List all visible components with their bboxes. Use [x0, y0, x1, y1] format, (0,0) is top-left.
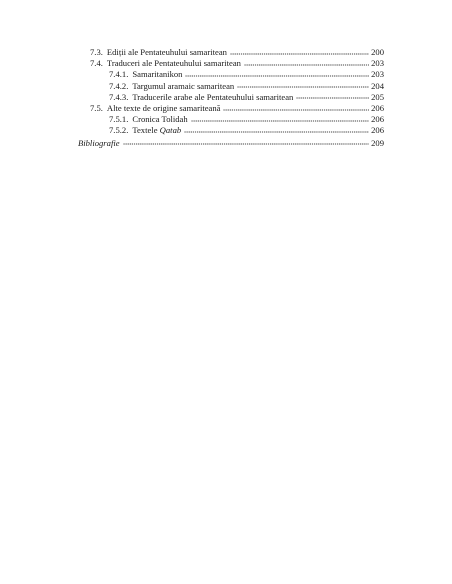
toc-entry-bibliografie: [78, 138, 384, 149]
toc-entry-7-4-1: [78, 69, 384, 80]
toc-entry-7-3: [78, 47, 384, 58]
toc-page-number: 206: [371, 114, 384, 125]
toc-entry-title: Traduceri ale Pentateuhului samaritean: [106, 58, 241, 69]
toc-page-number: 206: [371, 125, 384, 136]
toc-entry-number: 7.3.: [90, 47, 103, 57]
toc-entry-label: [109, 92, 295, 103]
toc-entry-7-5: [78, 103, 384, 114]
dot-leader: [191, 115, 369, 122]
toc-entry-title: Textele: [132, 125, 158, 136]
toc-entry-number: 7.4.1.: [109, 69, 129, 80]
toc-entry-label: [109, 69, 184, 80]
dot-leader: [244, 59, 369, 66]
toc-entry-title: Bibliografie: [78, 137, 120, 148]
toc-page-number: 203: [371, 58, 384, 69]
toc-entry-title: Traducerile arabe ale Pentateuhului samaritean: [132, 91, 294, 102]
dot-leader: [123, 139, 370, 146]
toc-page-number: 206: [371, 102, 384, 113]
toc-page-number: 203: [371, 69, 384, 80]
toc-page-number: 200: [371, 47, 384, 57]
toc-entry-number: 7.4.2.: [109, 80, 129, 91]
toc-entry-label: [109, 81, 236, 92]
dot-leader: [184, 126, 369, 133]
toc-entry-label: [90, 58, 243, 69]
toc-entry-number: 7.4.: [90, 58, 103, 69]
toc-entry-7-4-2: [78, 81, 384, 92]
toc-entry-title: Samaritanikon: [132, 69, 183, 80]
dot-leader: [223, 104, 369, 111]
dot-leader: [185, 70, 369, 77]
toc-entry-title-emphasis: Qatab: [159, 125, 182, 136]
toc-entry-number: 7.4.3.: [109, 91, 129, 102]
toc-entry-label: [90, 47, 229, 58]
toc-entry-title: Alte texte de origine samariteană: [106, 102, 221, 113]
toc-page-number: 204: [371, 80, 384, 91]
dot-leader: [230, 48, 369, 55]
toc-entry-label: [90, 103, 222, 114]
toc-entry-title: Ediții ale Pentateuhului samaritean: [106, 47, 227, 57]
dot-leader: [237, 82, 369, 89]
toc-entry-number: 7.5.: [90, 102, 103, 113]
toc-entry-7-4-3: [78, 92, 384, 103]
toc-entry-number: 7.5.1.: [109, 114, 129, 125]
toc-entry-number: 7.5.2.: [109, 125, 129, 136]
table-of-contents: [78, 47, 384, 149]
toc-entry-label: [109, 125, 183, 136]
toc-entry-7-4: [78, 58, 384, 69]
toc-entry-label: [109, 114, 190, 125]
toc-entry-7-5-1: [78, 114, 384, 125]
toc-page-number: 209: [371, 137, 384, 148]
dot-leader: [296, 93, 369, 100]
toc-entry-title: Targumul aramaic samaritean: [132, 80, 235, 91]
toc-entry-7-5-2: [78, 125, 384, 136]
toc-entry-title: Cronica Tolidah: [132, 114, 188, 125]
toc-page-number: 205: [371, 91, 384, 102]
